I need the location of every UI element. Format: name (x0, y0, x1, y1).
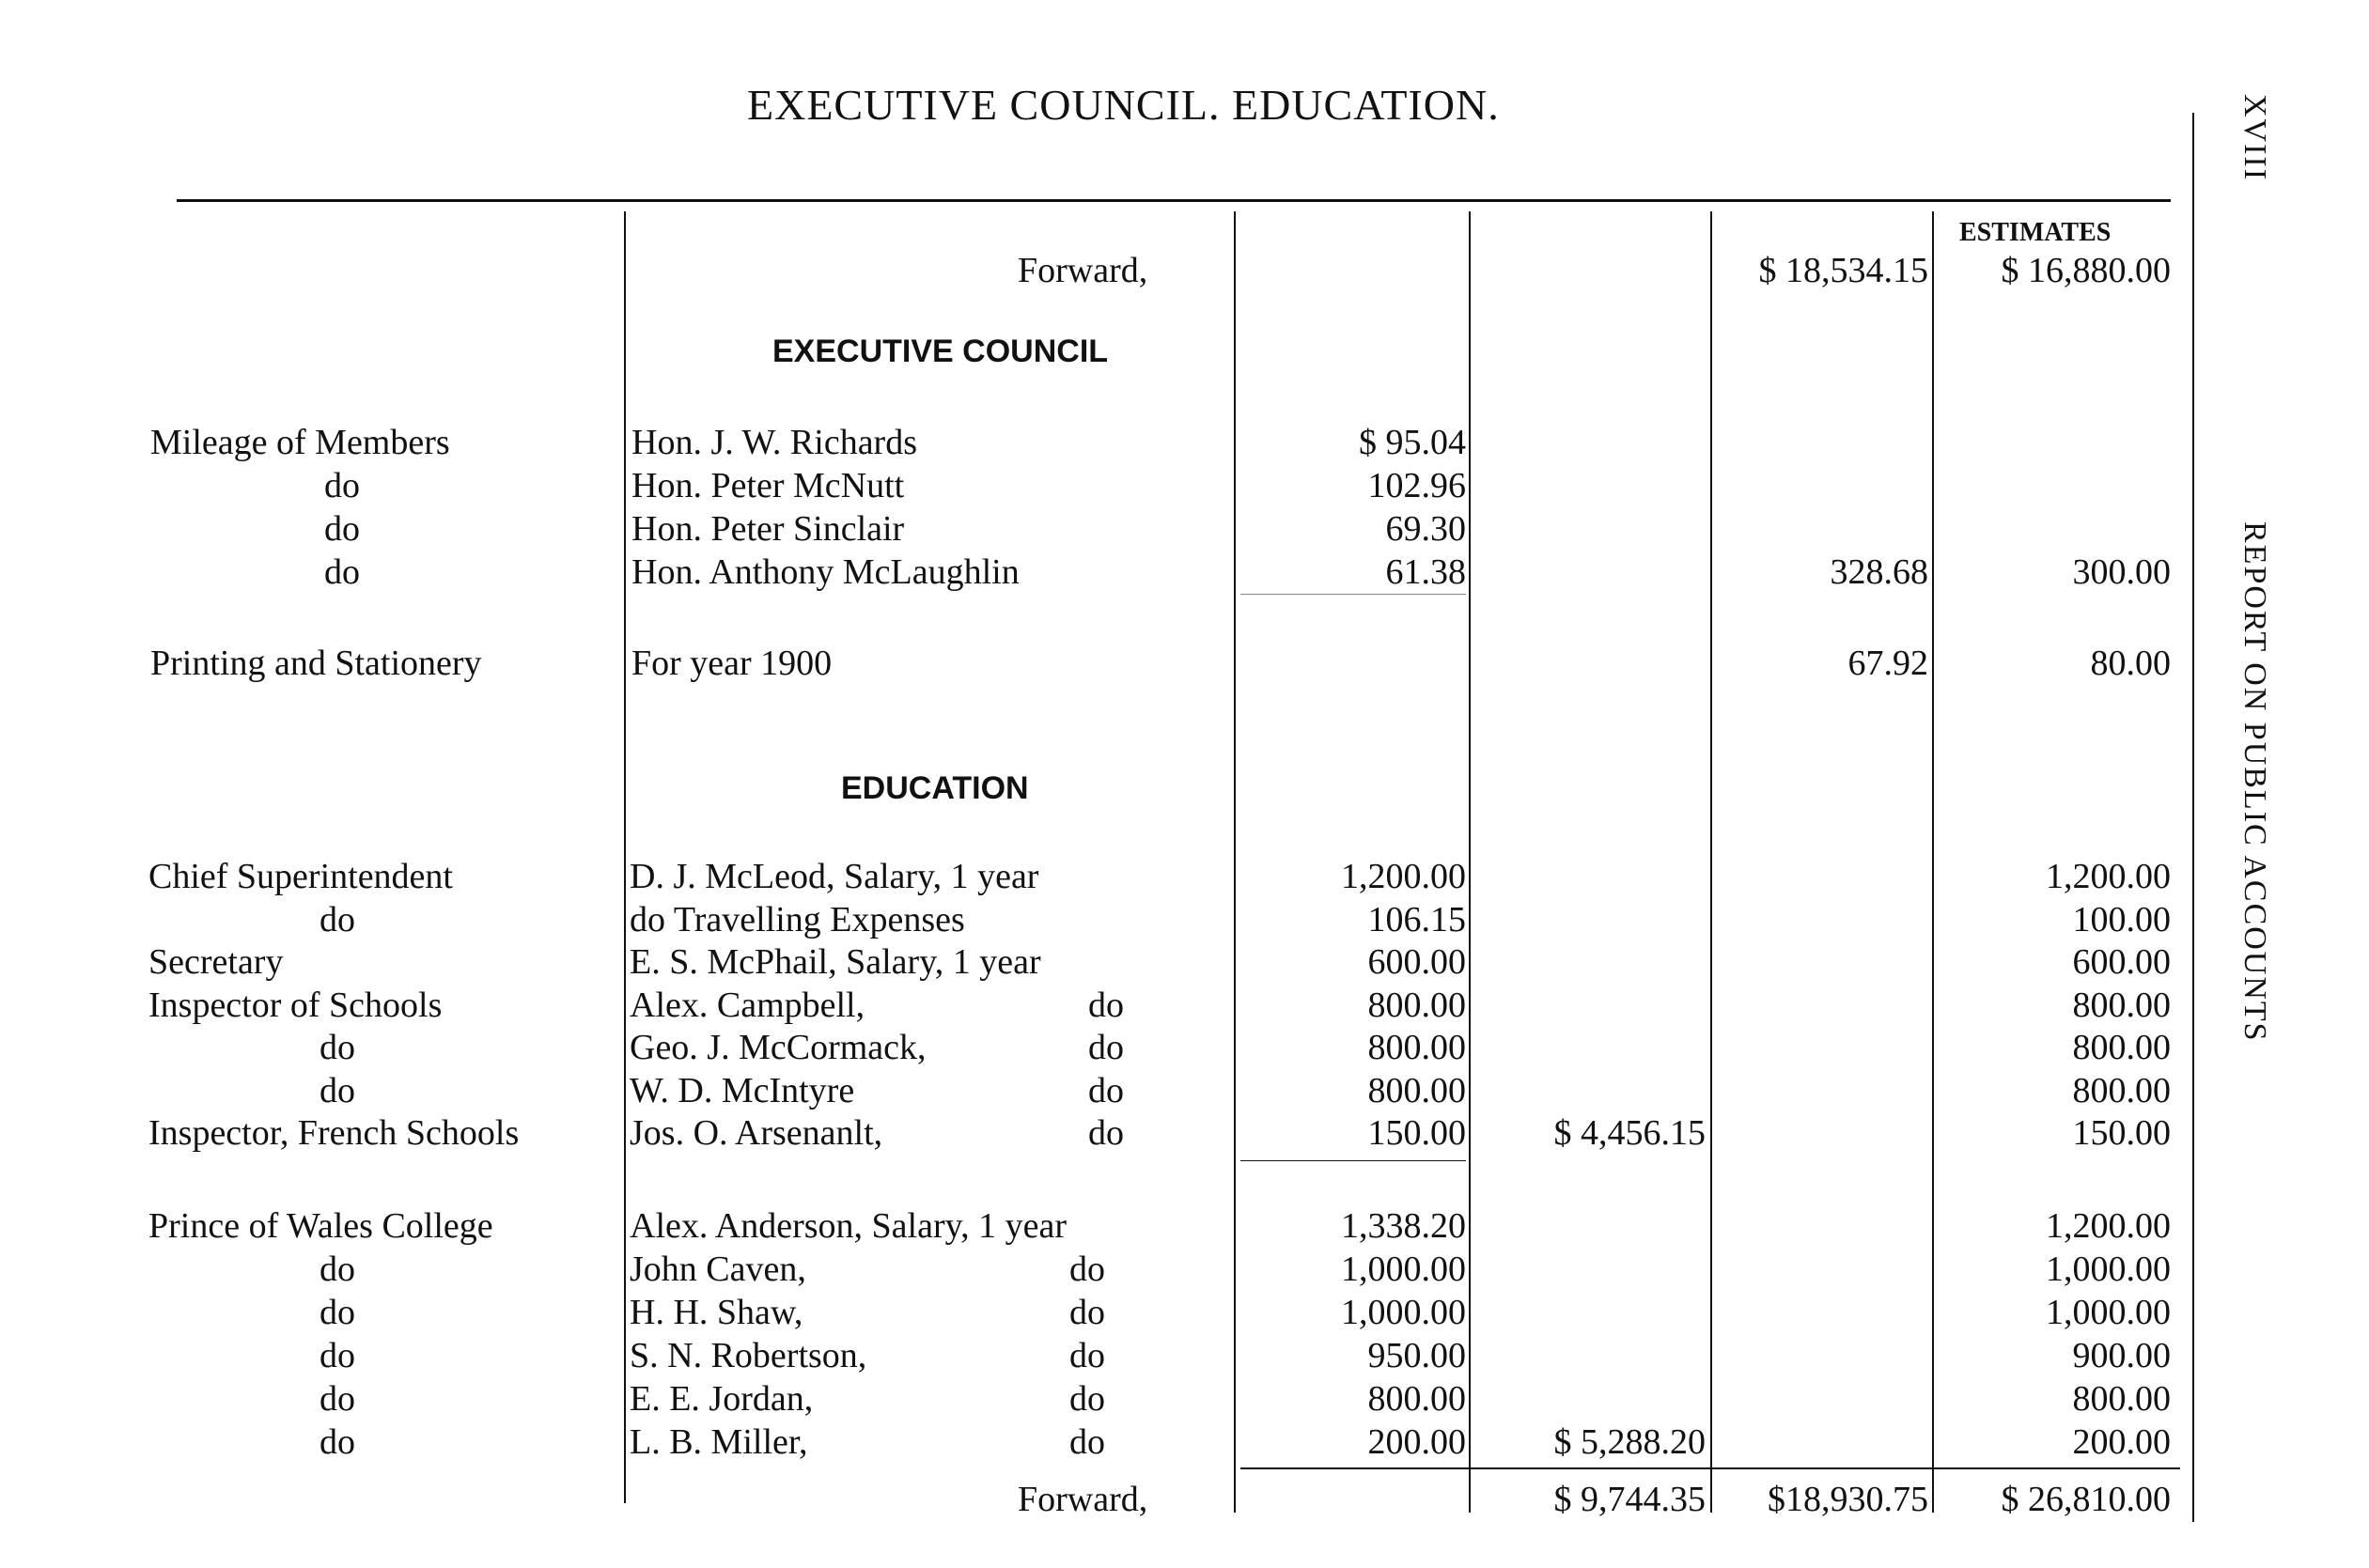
forward-bottom-col2: $ 9,744.35 (1553, 1480, 1706, 1519)
row-description: Hon. J. W. Richards (631, 423, 917, 462)
row-name: Alex. Campbell, (630, 985, 865, 1025)
amount-col5: 1,000.00 (2046, 1250, 2171, 1289)
row-label: Inspector of Schools (148, 985, 443, 1025)
row-name: H. H. Shaw, (630, 1293, 803, 1332)
page-number: XVIII (2237, 94, 2272, 182)
section-heading-executive-council: EXECUTIVE COUNCIL (772, 334, 1109, 369)
page-title: EXECUTIVE COUNCIL. EDUCATION. (747, 81, 1500, 129)
amount-col5: 200.00 (2072, 1422, 2171, 1462)
row-description: Hon. Peter Sinclair (631, 509, 905, 549)
row-ditto: do (1069, 1422, 1105, 1462)
row-label: do (320, 1028, 355, 1067)
row-name: Geo. J. McCormack, (630, 1028, 927, 1067)
amount-col1: 800.00 (1367, 1028, 1466, 1067)
exec-subtotal-rule (1240, 594, 1466, 595)
row-description: Hon. Anthony McLaughlin (631, 552, 1020, 592)
row-description: For year 1900 (631, 644, 833, 683)
amount-col5: 800.00 (2072, 985, 2171, 1025)
amount-col1: 1,338.20 (1341, 1206, 1466, 1246)
amount-col5: 800.00 (2072, 1070, 2171, 1110)
row-label: do (324, 552, 360, 592)
row-label: do (320, 1379, 355, 1419)
forward-top-col4: $ 18,534.15 (1758, 251, 1928, 290)
row-description: Hon. Peter McNutt (631, 466, 905, 505)
amount-col5: 100.00 (2072, 899, 2171, 939)
row-ditto: do (1069, 1293, 1105, 1332)
amount-col4: 328.68 (1830, 552, 1928, 592)
amount-col5: 80.00 (2090, 644, 2171, 683)
col-divider-1 (1234, 211, 1236, 1513)
row-name: S. N. Robertson, (630, 1336, 867, 1375)
row-name: Jos. O. Arsenanlt, (630, 1113, 883, 1153)
col-divider-3 (1710, 211, 1712, 1513)
amount-col1: 61.38 (1385, 552, 1466, 592)
amount-col5: 150.00 (2072, 1113, 2171, 1153)
row-ditto: do (1088, 1113, 1124, 1153)
row-label: Printing and Stationery (150, 644, 482, 683)
row-label: do (324, 509, 360, 549)
amount-col1: 102.96 (1367, 466, 1466, 505)
amount-col1: 1,000.00 (1341, 1250, 1466, 1289)
amount-col5: 1,000.00 (2046, 1293, 2171, 1332)
amount-col5: 800.00 (2072, 1379, 2171, 1419)
amount-col5: 1,200.00 (2046, 857, 2171, 896)
row-name: John Caven, (630, 1250, 806, 1289)
amount-col5: 800.00 (2072, 1028, 2171, 1067)
row-label: Inspector, French Schools (148, 1113, 520, 1153)
row-name: W. D. McIntyre (630, 1070, 855, 1110)
amount-col1: 800.00 (1367, 1070, 1466, 1110)
amount-col1: 600.00 (1367, 942, 1466, 982)
row-label: Mileage of Members (150, 423, 450, 462)
amount-col1: 200.00 (1367, 1422, 1466, 1462)
row-ditto: do (1088, 985, 1124, 1025)
row-label: do (320, 899, 355, 939)
row-label: Secretary (148, 942, 284, 982)
amount-col2: $ 5,288.20 (1553, 1422, 1706, 1462)
amount-col1: $ 95.04 (1359, 423, 1466, 462)
row-label: do (320, 1336, 355, 1375)
amount-col2: $ 4,456.15 (1553, 1113, 1706, 1153)
amount-col4: 67.92 (1847, 644, 1928, 683)
col-divider-4 (1932, 211, 1934, 1513)
amount-col1: 1,000.00 (1341, 1293, 1466, 1332)
amount-col5: 900.00 (2072, 1336, 2171, 1375)
right-margin-rule (2192, 113, 2194, 1522)
amount-col1: 800.00 (1367, 985, 1466, 1025)
forward-bottom-label: Forward, (1018, 1480, 1148, 1519)
forward-bottom-col4: $18,930.75 (1768, 1480, 1928, 1519)
forward-top-label: Forward, (1018, 251, 1148, 290)
row-ditto: do (1088, 1070, 1124, 1110)
amount-col1: 69.30 (1385, 509, 1466, 549)
row-ditto: do (1069, 1336, 1105, 1375)
row-label: do (320, 1070, 355, 1110)
amount-col1: 950.00 (1367, 1336, 1466, 1375)
row-label: do (320, 1293, 355, 1332)
amount-col1: 106.15 (1367, 899, 1466, 939)
row-label: Prince of Wales College (148, 1206, 493, 1246)
amount-col1: 800.00 (1367, 1379, 1466, 1419)
row-ditto: do (1069, 1250, 1105, 1289)
row-name: Alex. Anderson, Salary, 1 year (630, 1206, 1068, 1246)
row-ditto: do (1069, 1379, 1105, 1419)
row-label: do (324, 466, 360, 505)
row-name: do Travelling Expenses (630, 899, 965, 939)
col-divider-2 (1469, 211, 1471, 1513)
top-rule (177, 199, 2171, 202)
amount-col5: 1,200.00 (2046, 1206, 2171, 1246)
forward-rule (1240, 1467, 2180, 1469)
forward-top-col5: $ 16,880.00 (2001, 251, 2171, 290)
amount-col1: 1,200.00 (1341, 857, 1466, 896)
row-name: D. J. McLeod, Salary, 1 year (630, 857, 1039, 896)
amount-col5: 600.00 (2072, 942, 2171, 982)
estimates-header: ESTIMATES (1959, 218, 2112, 247)
row-name: L. B. Miller, (630, 1422, 808, 1462)
row-label: do (320, 1250, 355, 1289)
row-label: Chief Superintendent (148, 857, 453, 896)
running-title: REPORT ON PUBLIC ACCOUNTS (2237, 521, 2272, 1043)
edu-a-subtotal-rule (1240, 1160, 1466, 1161)
section-heading-education: EDUCATION (841, 770, 1029, 806)
row-ditto: do (1088, 1028, 1124, 1067)
amount-col5: 300.00 (2072, 552, 2171, 592)
col-divider-desc (624, 211, 626, 1503)
row-name: E. S. McPhail, Salary, 1 year (630, 942, 1041, 982)
row-label: do (320, 1422, 355, 1462)
amount-col1: 150.00 (1367, 1113, 1466, 1153)
forward-bottom-col5: $ 26,810.00 (2001, 1480, 2171, 1519)
row-name: E. E. Jordan, (630, 1379, 814, 1419)
